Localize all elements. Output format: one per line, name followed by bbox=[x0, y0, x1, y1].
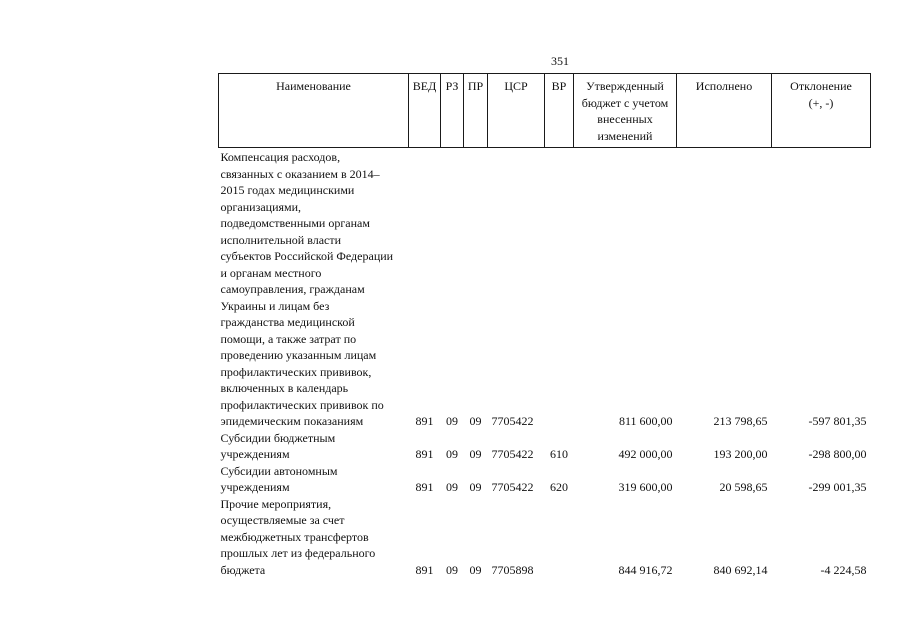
row-approved: 492 000,00 bbox=[618, 447, 673, 461]
row-rz: 09 bbox=[446, 562, 458, 577]
row-vr bbox=[545, 148, 574, 430]
header-deviation: Отклонение (+, -) bbox=[772, 74, 871, 148]
header-csr: ЦСР bbox=[488, 74, 545, 148]
row-csr: 7705898 bbox=[491, 562, 534, 577]
table-row bbox=[219, 430, 871, 463]
row-csr: 7705422 bbox=[491, 447, 534, 461]
table-row bbox=[219, 148, 871, 430]
header-rz: РЗ bbox=[441, 74, 464, 148]
table-row bbox=[219, 463, 871, 496]
row-pr: 09 bbox=[469, 414, 482, 428]
row-deviation: -4 224,58 bbox=[820, 562, 867, 577]
row-rz: 09 bbox=[446, 414, 458, 428]
row-ved: 891 bbox=[415, 414, 434, 428]
row-executed: 213 798,65 bbox=[713, 414, 768, 428]
table-row bbox=[219, 496, 871, 579]
row-deviation: -597 801,35 bbox=[808, 414, 867, 428]
row-vr: 610 bbox=[550, 447, 568, 461]
row-pr: 09 bbox=[469, 562, 482, 577]
budget-table bbox=[218, 73, 871, 578]
row-pr: 09 bbox=[469, 447, 482, 461]
row-vr: 620 bbox=[550, 480, 568, 494]
row-executed: 193 200,00 bbox=[713, 447, 768, 461]
row-ved: 891 bbox=[415, 480, 434, 494]
row-vr bbox=[545, 496, 574, 579]
header-name: Наименование bbox=[219, 74, 409, 148]
header-ved: ВЕД bbox=[409, 74, 441, 148]
row-name: Субсидии автономным учреждениям bbox=[220, 463, 338, 494]
row-executed: 20 598,65 bbox=[719, 480, 768, 494]
row-deviation: -298 800,00 bbox=[808, 447, 867, 461]
row-name: Прочие мероприятия, осуществляемые за счет межбюджетных трансфертов прошлых лет из федерального бюджета bbox=[220, 496, 376, 577]
page-number: 351 bbox=[551, 54, 569, 68]
row-approved: 319 600,00 bbox=[618, 480, 673, 494]
header-executed: Исполнено bbox=[677, 74, 772, 148]
row-approved: 811 600,00 bbox=[618, 414, 673, 428]
row-name: Субсидии бюджетным учреждениям bbox=[220, 430, 336, 461]
table-header-row bbox=[219, 74, 871, 148]
row-ved: 891 bbox=[415, 562, 434, 577]
row-csr: 7705422 bbox=[491, 414, 534, 428]
row-ved: 891 bbox=[415, 447, 434, 461]
header-approved: Утвержденный бюджет с учетом внесенных изменений bbox=[574, 74, 677, 148]
row-deviation: -299 001,35 bbox=[808, 480, 867, 494]
header-vr: ВР bbox=[545, 74, 574, 148]
row-rz: 09 bbox=[446, 480, 458, 494]
row-rz: 09 bbox=[446, 447, 458, 461]
header-pr: ПР bbox=[464, 74, 488, 148]
row-executed: 840 692,14 bbox=[713, 562, 768, 577]
row-csr: 7705422 bbox=[491, 480, 534, 494]
row-pr: 09 bbox=[469, 480, 482, 494]
row-approved: 844 916,72 bbox=[618, 562, 673, 577]
row-name: Компенсация расходов, связанных с оказанием в 2014– 2015 годах медицинскими организациями, подведомственными органам исполнительной власти субъектов Российской Федерации и органам местного самоуправления, гражданам Украины и лицам без гражданства медицинской помощи, а также затрат по проведению указанным лицам профилактических прививок, включенных в календарь профилактических прививок по эпидемическим показаниям bbox=[220, 150, 394, 428]
